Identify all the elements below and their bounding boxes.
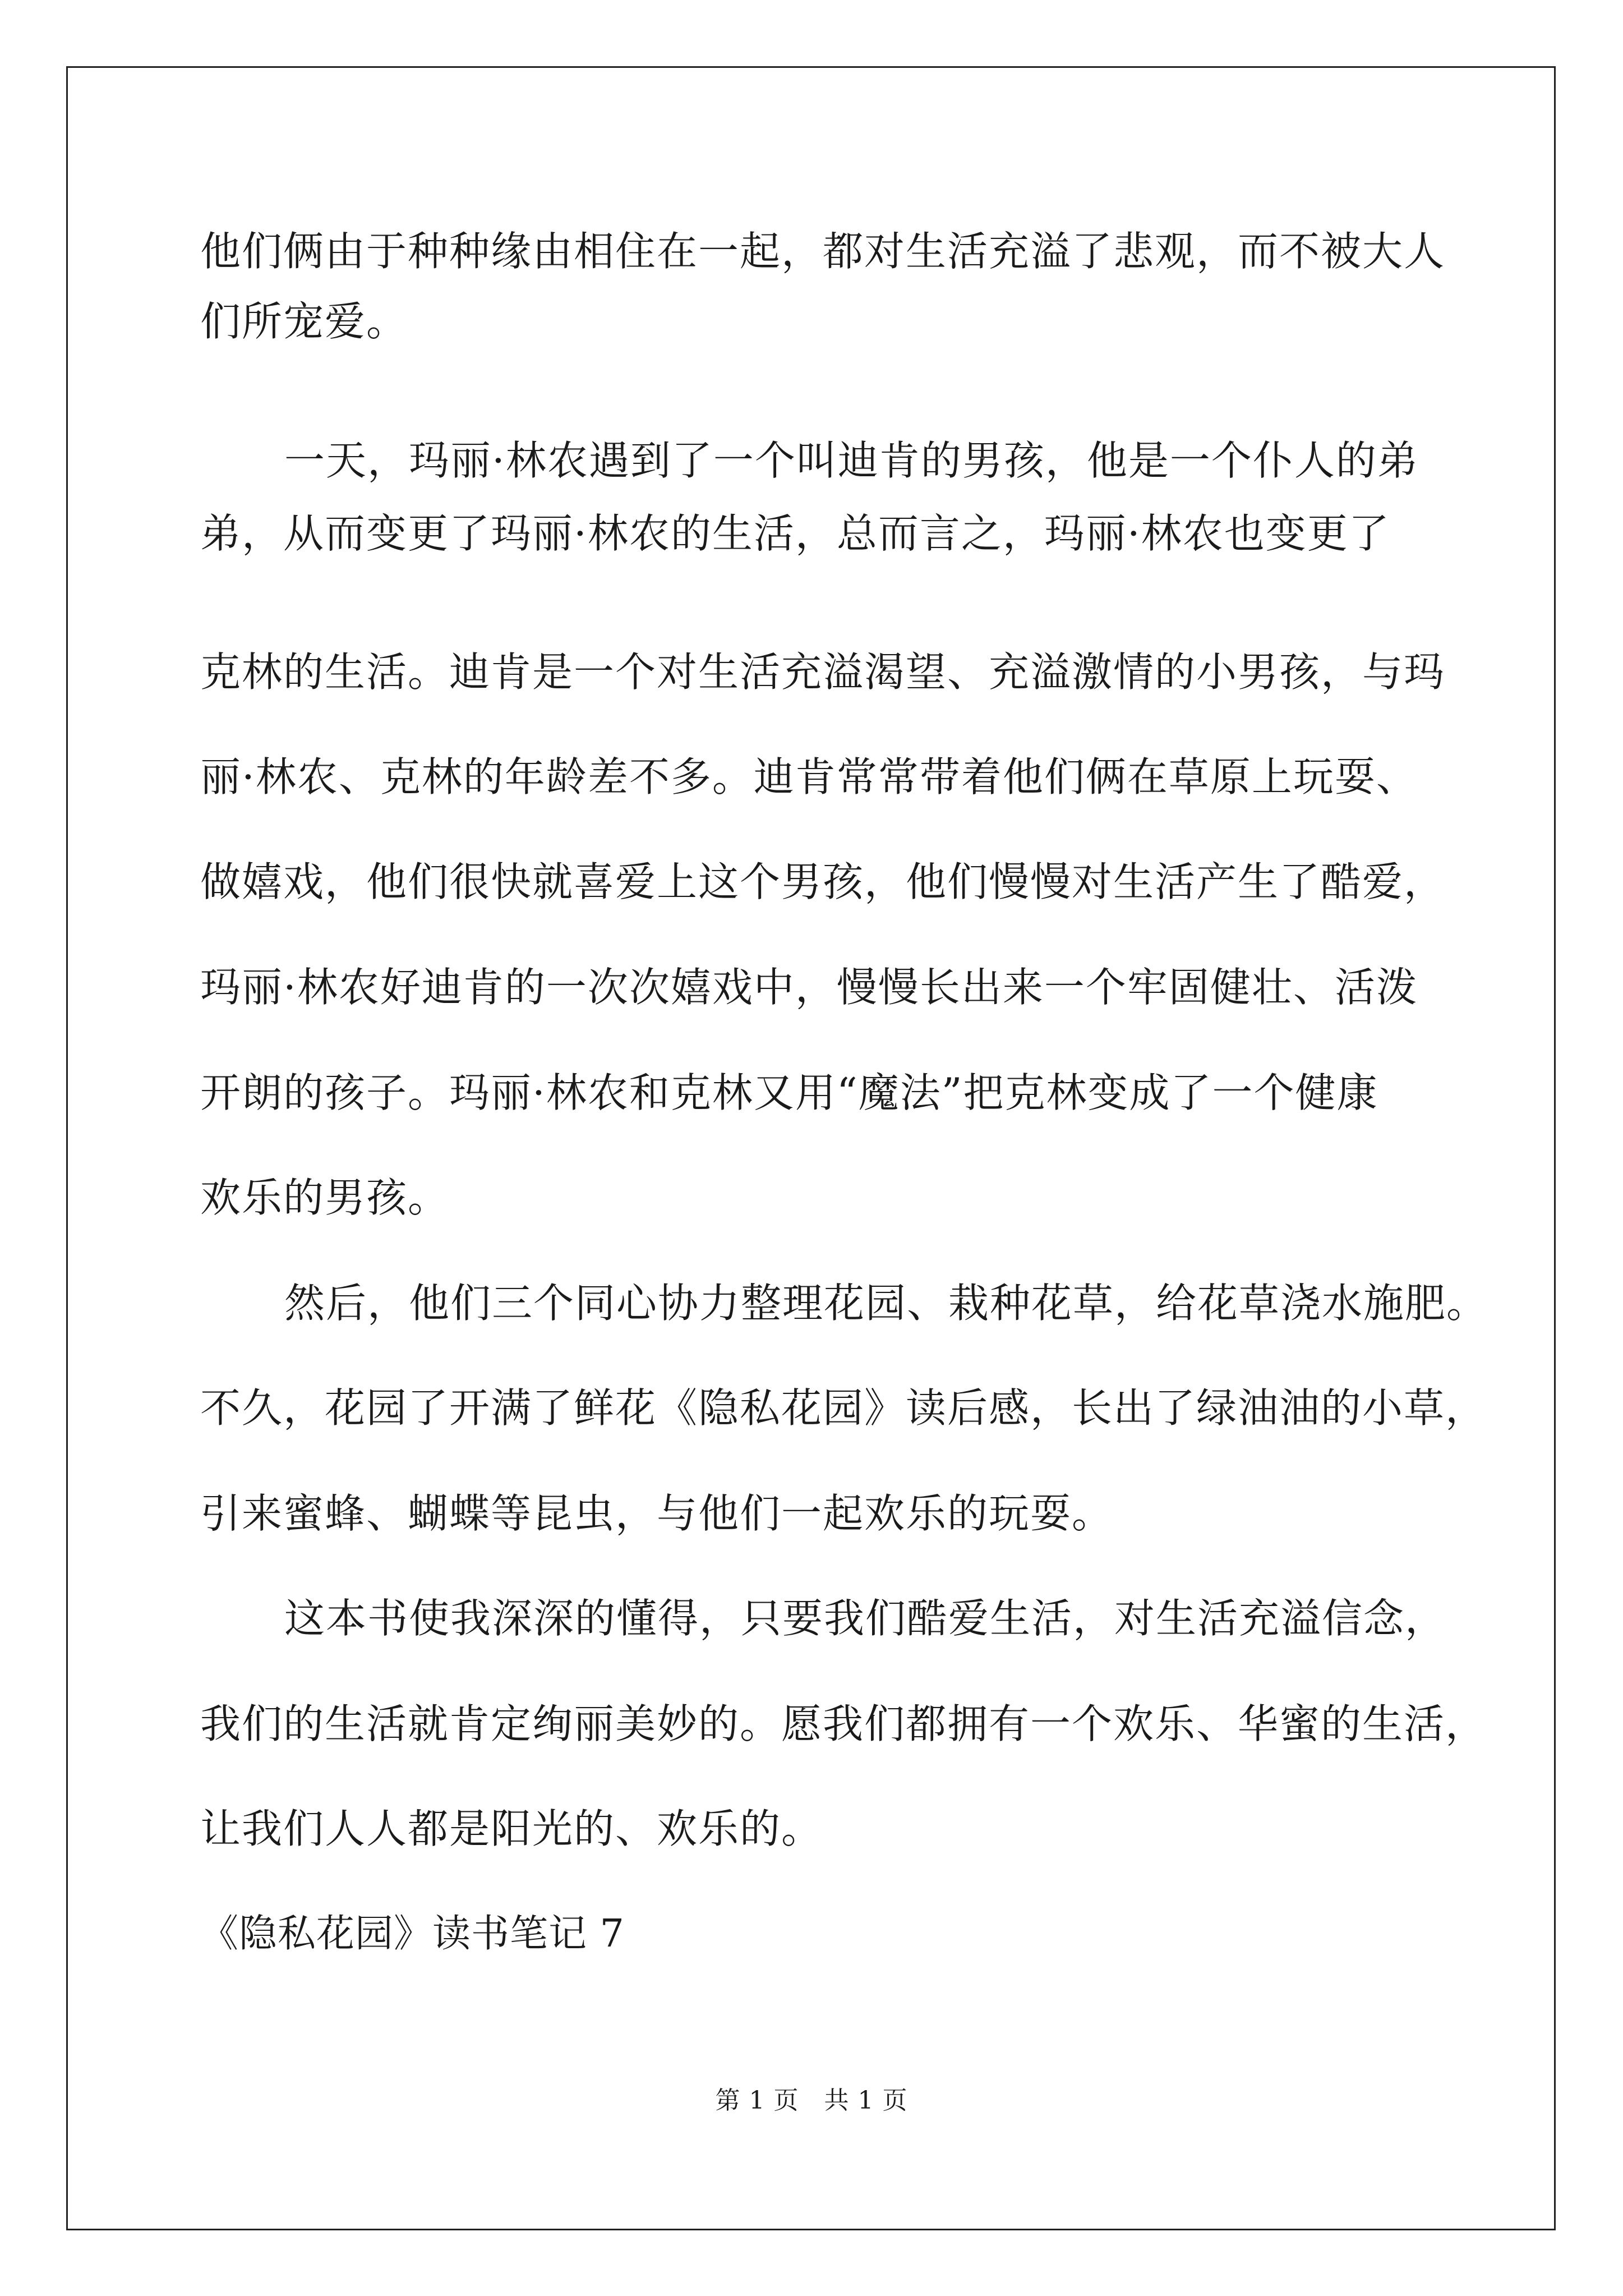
text-line: 他们俩由于种种缘由相住在一起，都对生活充溢了悲观，而不被大人 bbox=[200, 228, 1446, 275]
page-footer: 第 1 页 共 1 页 bbox=[715, 2086, 908, 2115]
text-line: 克林的生活。迪肯是一个对生活充溢渴望、充溢激情的小男孩，与玛 bbox=[200, 648, 1446, 696]
text-line: 开朗的孩子。玛丽·林农和克林又用“魔法”把克林变成了一个健康 bbox=[200, 1069, 1378, 1116]
text-line: 弟，从而变更了玛丽·林农的生活，总而言之，玛丽·林农也变更了 bbox=[200, 510, 1390, 557]
text-line: 做嬉戏，他们很快就喜爱上这个男孩，他们慢慢对生活产生了酷爱， bbox=[200, 858, 1446, 905]
text-line: 不久，花园了开满了鲜花《隐私花园》读后感，长出了绿油油的小草， bbox=[200, 1384, 1487, 1432]
paragraph-start: 这本书使我深深的懂得，只要我们酷爱生活，对生活充溢信念， bbox=[284, 1595, 1447, 1642]
text-line: 我们的生活就肯定绚丽美妙的。愿我们都拥有一个欢乐、华蜜的生活， bbox=[200, 1700, 1487, 1747]
text-line: 引来蜜蜂、蝴蝶等昆虫，与他们一起欢乐的玩耍。 bbox=[200, 1490, 1114, 1537]
text-line: 玛丽·林农好迪肯的一次次嬉戏中，慢慢长出来一个牢固健壮、活泼 bbox=[200, 964, 1418, 1011]
text-line: 们所宠爱。 bbox=[200, 298, 408, 345]
section-heading: 《隐私花园》读书笔记 7 bbox=[200, 1912, 625, 1956]
text-line: 让我们人人都是阳光的、欢乐的。 bbox=[200, 1805, 823, 1852]
paragraph-start: 然后，他们三个同心协力整理花园、栽种花草，给花草浇水施肥。 bbox=[284, 1280, 1488, 1327]
text-line: 丽·林农、克林的年龄差不多。迪肯常常带着他们俩在草原上玩耍、 bbox=[200, 753, 1418, 800]
paragraph-start: 一天，玛丽·林农遇到了一个叫迪肯的男孩，他是一个仆人的弟 bbox=[284, 437, 1419, 484]
text-line: 欢乐的男孩。 bbox=[200, 1174, 450, 1221]
